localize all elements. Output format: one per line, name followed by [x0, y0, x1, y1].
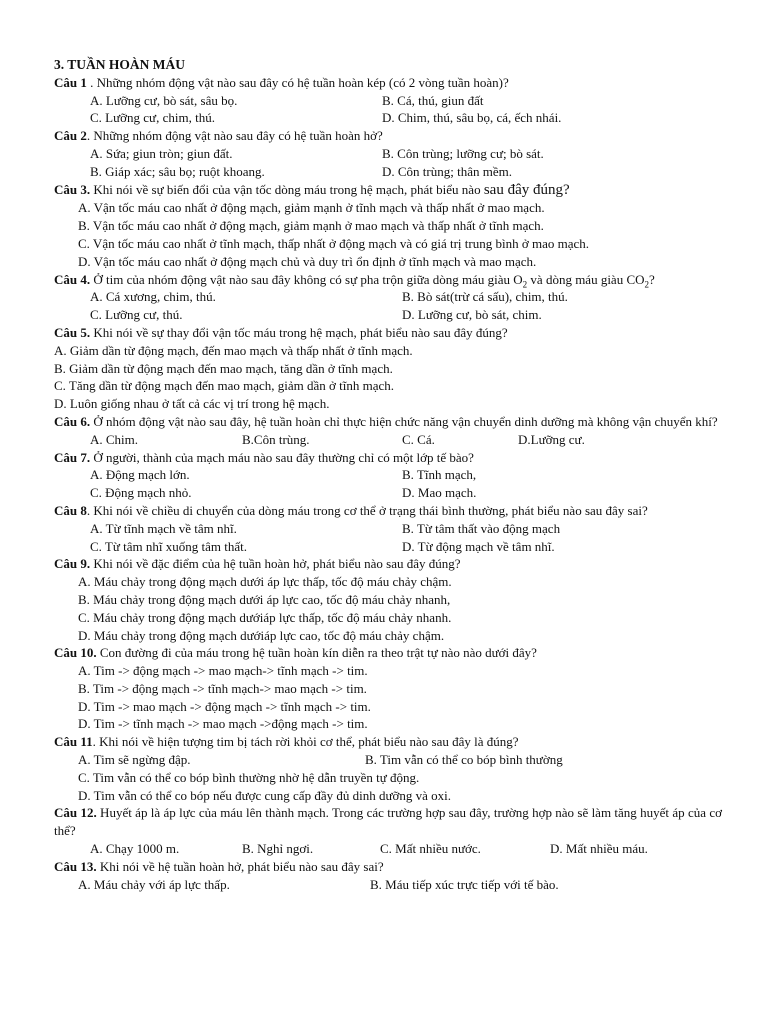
question-label: Câu 2 — [54, 128, 87, 144]
question-label: Câu 8 — [54, 502, 87, 518]
question-label: Câu 3. — [54, 181, 91, 197]
option-b: B. Bò sát(trừ cá sấu), chim, thú. — [402, 289, 568, 305]
option-d: D.Lưỡng cư. — [518, 431, 585, 447]
option-a: A. Chim. — [90, 431, 139, 447]
option-c: C. Vận tốc máu cao nhất ở tĩnh mạch, thấp nhất ở động mạch và có giá trị trung bình ở mao mạch. — [78, 235, 590, 251]
option-a: A. Lưỡng cư, bò sát, sâu bọ. — [90, 92, 238, 108]
question-stem: Ở người, thành của mạch máu nào sau đây thường chỉ có một lớp tế bào? — [90, 449, 474, 465]
option-d: D. Lưỡng cư, bò sát, chim. — [402, 307, 542, 323]
question-12 — [54, 804, 722, 840]
options-row — [54, 538, 722, 556]
option-d: D. Mao mạch. — [402, 485, 477, 501]
option-c: C. Mất nhiều nước. — [380, 841, 481, 857]
question-2 — [54, 127, 722, 145]
option-d: D. Côn trùng; thân mềm. — [382, 163, 512, 179]
question-stem-part-a: Ở tim của nhóm động vật nào sau đây không có sự pha trộn giữa dòng máu giàu O — [90, 271, 523, 287]
question-stem: . Khi nói về hiện tượng tim bị tách rời khỏi cơ thể, phát biểu nào sau đây là đúng? — [92, 734, 519, 750]
question-10 — [54, 644, 722, 662]
option-b: B. Tim vẫn có thể co bóp bình thường — [365, 752, 563, 768]
option-a: A. Tim -> động mạch -> mao mạch-> tĩnh mạch -> tim. — [78, 663, 368, 679]
option-b: B. Cá, thú, giun đất — [382, 92, 484, 108]
option-b: B. Tim -> động mạch -> tĩnh mạch-> mao mạch -> tim. — [78, 680, 367, 696]
option-d: D. Tim vẫn có thể co bóp nếu được cung cấp đầy đủ dinh dưỡng và oxi. — [78, 787, 452, 803]
option-a: A. Từ tĩnh mạch về tâm nhĩ. — [90, 520, 237, 536]
question-stem: Khi nói về sự biến đổi của vận tốc dòng máu trong hệ mạch, phát biểu nào — [90, 181, 484, 197]
options-row — [54, 163, 722, 181]
question-label: Câu 5. — [54, 324, 91, 340]
option-d: D. Chim, thú, sâu bọ, cá, ếch nhái. — [382, 110, 562, 126]
option-b: B. Máu tiếp xúc trực tiếp với tế bào. — [370, 876, 559, 892]
option-d: D. Tim -> tĩnh mạch -> mao mạch ->động mạch -> tim. — [78, 716, 368, 732]
option-c: C. Cá. — [402, 431, 435, 447]
option-c: C. Tim vẫn có thể co bóp bình thường nhờ hệ dẫn truyền tự động. — [78, 769, 420, 785]
question-7 — [54, 449, 722, 467]
section-title: 3. TUẦN HOÀN MÁU — [54, 57, 185, 72]
question-4 — [54, 271, 722, 289]
options-row — [54, 840, 722, 858]
option-b: B. Từ tâm thất vào động mạch — [402, 520, 561, 536]
options-row — [54, 484, 722, 502]
question-13 — [54, 858, 722, 876]
options-row — [54, 92, 722, 110]
options-row — [54, 876, 722, 894]
question-stem: Ở nhóm động vật nào sau đây, hệ tuần hoàn chỉ thực hiện chức năng vận chuyển dinh dưỡng mà không vận chuyển khí? — [90, 413, 718, 429]
question-3 — [54, 181, 722, 200]
options-row — [54, 751, 722, 769]
options-row — [54, 306, 722, 324]
option-a: A. Máu chảy trong động mạch dưới áp lực thấp, tốc độ máu chảy chậm. — [78, 574, 452, 590]
question-label: Câu 6. — [54, 413, 91, 429]
options-row — [54, 109, 722, 127]
options-row — [54, 466, 722, 484]
option-c: D. Tim -> mao mạch -> động mạch -> tĩnh mạch -> tim. — [78, 698, 371, 714]
question-stem: Con đường đi của máu trong hệ tuần hoàn kín diễn ra theo trật tự nào nào dưới đây? — [96, 645, 537, 661]
option-a: A. Động mạch lớn. — [90, 467, 190, 483]
option-a: A. Vận tốc máu cao nhất ở động mạch, giảm mạnh ở tĩnh mạch và thấp nhất ở mao mạch. — [78, 200, 545, 216]
option-b: B. Máu chảy trong động mạch dưới áp lực cao, tốc độ máu chảy nhanh, — [78, 591, 451, 607]
question-stem: Huyết áp là áp lực của máu lên thành mạch. Trong các trường hợp sau đây, trường hợp nào sẽ làm tăng huyết áp của cơ thể? — [54, 805, 722, 839]
option-d: D. Mất nhiều máu. — [550, 841, 648, 857]
option-c: B. Giáp xác; sâu bọ; ruột khoang. — [90, 163, 265, 179]
option-a: A. Giảm dần từ động mạch, đến mao mạch và thấp nhất ở tĩnh mạch. — [54, 342, 413, 358]
question-9 — [54, 555, 722, 573]
question-stem: . Những nhóm động vật nào sau đây có hệ tuần hoàn hở? — [86, 128, 383, 144]
option-a: A. Máu chảy với áp lực thấp. — [78, 876, 230, 892]
question-11 — [54, 733, 722, 751]
question-stem: Khi nói về sự thay đổi vận tốc máu trong hệ mạch, phát biểu nào sau đây đúng? — [90, 324, 508, 340]
question-label: Câu 12. — [54, 805, 97, 821]
option-c: C. Tăng dần từ động mạch đến mao mạch, giảm dần ở tĩnh mạch. — [54, 378, 395, 394]
question-label: Câu 10. — [54, 645, 97, 661]
question-stem-part-b: và dòng máu giàu CO — [527, 271, 645, 287]
question-stem: Khi nói về hệ tuần hoàn hở, phát biểu nào sau đây sai? — [96, 858, 384, 874]
option-b: B. Nghỉ ngơi. — [242, 841, 314, 857]
option-c: C. Lưỡng cư, thú. — [90, 307, 183, 323]
option-d: D. Từ động mạch về tâm nhĩ. — [402, 538, 555, 554]
option-d: D. Vận tốc máu cao nhất ở động mạch chủ và duy trì ổn định ở tĩnh mạch và mao mạch. — [78, 253, 537, 269]
option-b: B. Giảm dần từ động mạch đến mao mạch, tăng dần ở tĩnh mạch. — [54, 360, 393, 376]
options-row — [54, 288, 722, 306]
option-b: B. Tĩnh mạch, — [402, 467, 477, 483]
option-a: A. Sứa; giun tròn; giun đất. — [90, 145, 233, 161]
option-c: C. Từ tâm nhĩ xuống tâm thất. — [90, 538, 248, 554]
question-1 — [54, 74, 722, 92]
subscript: 2 — [522, 279, 528, 290]
document-page — [54, 56, 722, 893]
options-row — [54, 431, 722, 449]
question-label: Câu 9. — [54, 556, 91, 572]
option-c: C. Lưỡng cư, chim, thú. — [90, 110, 215, 126]
question-5 — [54, 324, 722, 342]
options-row — [54, 520, 722, 538]
option-b: B. Vận tốc máu cao nhất ở động mạch, giảm mạnh ở mao mạch và thấp nhất ở tĩnh mạch. — [78, 218, 544, 234]
option-c: C. Động mạch nhỏ. — [90, 485, 192, 501]
question-stem-part-c: ? — [649, 271, 655, 287]
question-label: Câu 4. — [54, 271, 91, 287]
options-row — [54, 145, 722, 163]
subscript: 2 — [644, 279, 650, 290]
question-label: Câu 13. — [54, 858, 97, 874]
option-c: C. Máu chảy trong động mạch dướiáp lực thấp, tốc độ máu chảy nhanh. — [78, 609, 452, 625]
option-b: B.Côn trùng. — [242, 431, 310, 447]
question-label: Câu 1 — [54, 74, 87, 90]
question-stem-tail: sau đây đúng? — [483, 181, 570, 198]
option-d: D. Máu chảy trong động mạch dướiáp lực cao, tốc độ máu chảy chậm. — [78, 627, 445, 643]
option-a: A. Chạy 1000 m. — [90, 841, 180, 857]
question-label: Câu 11 — [54, 734, 93, 750]
question-stem: Khi nói về đặc điểm của hệ tuần hoàn hở, phát biểu nào sau đây đúng? — [90, 556, 461, 572]
question-6 — [54, 413, 722, 431]
question-stem: . Khi nói về chiều di chuyển của dòng máu trong cơ thể ở trạng thái bình thường, phát biểu nào sau đây sai? — [86, 502, 648, 518]
question-label: Câu 7. — [54, 449, 91, 465]
option-a: A. Cá xương, chim, thú. — [90, 289, 216, 305]
option-b: B. Côn trùng; lưỡng cư; bò sát. — [382, 145, 544, 161]
question-stem: . Những nhóm động vật nào sau đây có hệ tuần hoàn kép (có 2 vòng tuần hoàn)? — [86, 74, 509, 90]
question-8 — [54, 502, 722, 520]
option-a: A. Tim sẽ ngừng đập. — [78, 752, 191, 768]
option-d: D. Luôn giống nhau ở tất cả các vị trí trong hệ mạch. — [54, 396, 330, 412]
